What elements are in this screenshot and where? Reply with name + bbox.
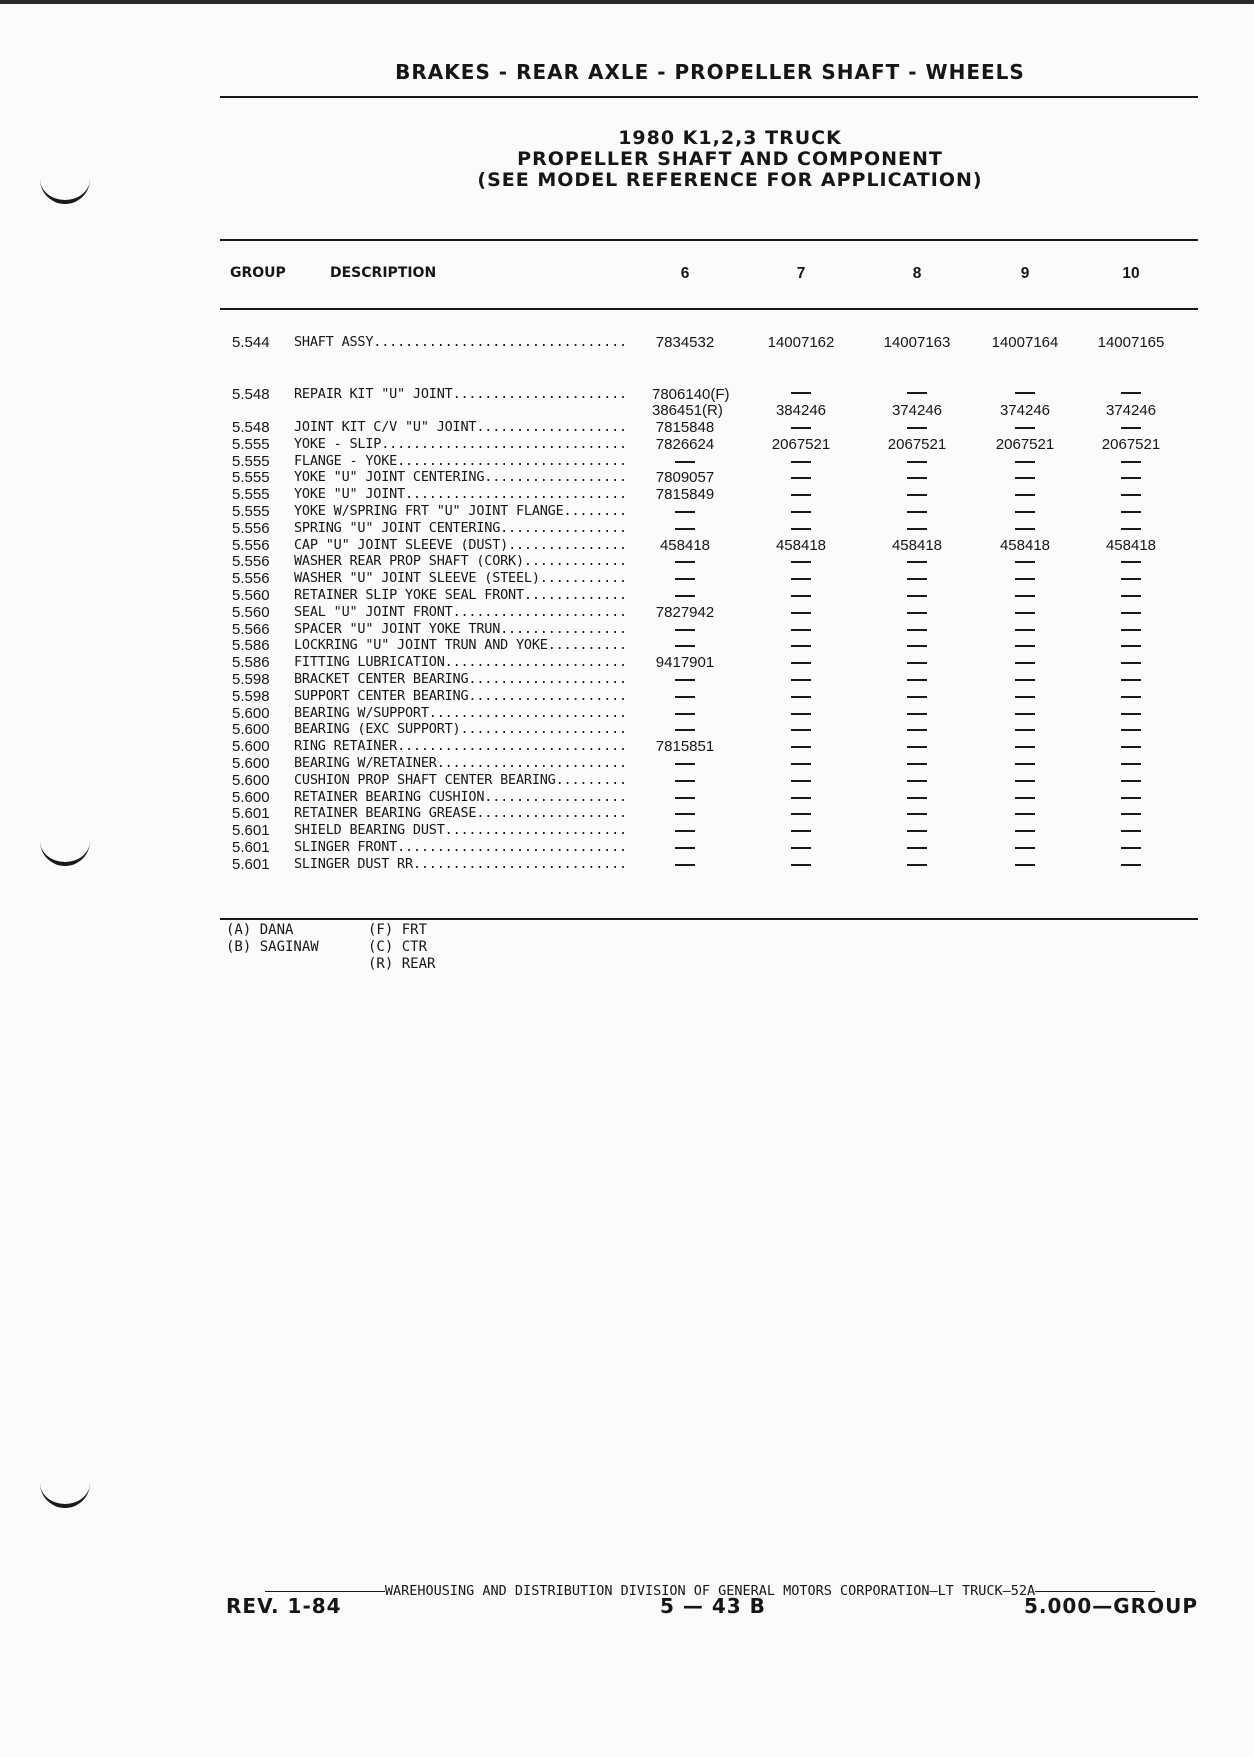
row-value-10: 374246 (1105, 402, 1157, 419)
row-dash-9 (970, 789, 1080, 806)
row-dash-6 (630, 705, 740, 722)
row-group: 5.601 (232, 855, 270, 873)
row-dash-9 (970, 705, 1080, 722)
table-row (0, 604, 1254, 621)
row-dash-7 (746, 721, 856, 738)
note-dana: (A) DANA (226, 922, 294, 938)
row-group: 5.555 (232, 503, 270, 520)
row-group: 5.548 (232, 419, 270, 436)
col-header-description: DESCRIPTION (330, 265, 437, 281)
row-dash-7 (746, 822, 856, 839)
row-dash-7 (746, 587, 856, 604)
table-row (0, 654, 1254, 671)
row-dash-7 (746, 419, 856, 436)
notes-right (368, 922, 435, 973)
row-group: 5.556 (232, 519, 270, 537)
table-header-rule (220, 308, 1198, 310)
row-value-6: 7815851 (655, 738, 715, 756)
row-dash-7 (746, 856, 856, 873)
row-dash-6 (630, 789, 740, 806)
row-dash-8 (862, 469, 972, 486)
table-row-shaft-assy (0, 334, 1254, 351)
table-row (0, 436, 1254, 453)
table-row (0, 419, 1254, 436)
row-dash-10 (1076, 738, 1186, 755)
row-dash-8 (862, 621, 972, 638)
row-dash-6 (630, 587, 740, 604)
row-description: SUPPORT CENTER BEARING ..... (294, 688, 626, 705)
row-dash-9 (970, 772, 1080, 789)
row-dash-9 (970, 587, 1080, 604)
row-dash-6 (630, 453, 740, 470)
row-description: YOKE "U" JOINT CENTERING ..... (294, 469, 626, 486)
row-dash-10 (1076, 520, 1186, 537)
row-dash-7 (746, 738, 856, 755)
row-value-6: 9417901 (655, 654, 715, 672)
row-group: 5.556 (232, 553, 270, 571)
row-dash-7 (746, 570, 856, 587)
row-dash-10 (1076, 772, 1186, 789)
row-description: BEARING (EXC SUPPORT) ..... (294, 721, 626, 738)
note-front: (F) FRT (368, 922, 428, 938)
col-header-6: 6 (680, 265, 690, 282)
row-dash-9 (970, 805, 1080, 822)
row-group: 5.600 (232, 738, 270, 756)
note-center: (C) CTR (368, 939, 428, 955)
row-dash-7 (746, 772, 856, 789)
row-dash-8 (862, 570, 972, 587)
row-dash-10 (1076, 856, 1186, 873)
row-value-9: 14007164 (991, 334, 1059, 351)
row-dash-9 (970, 621, 1080, 638)
row-description: RETAINER BEARING CUSHION ..... (294, 789, 626, 806)
row-dash-6 (630, 772, 740, 789)
row-dash-8 (862, 384, 972, 401)
row-description: REPAIR KIT "U" JOINT ..... (294, 386, 626, 403)
table-row (0, 705, 1254, 722)
row-dash-7 (746, 805, 856, 822)
row-dash-8 (862, 486, 972, 503)
table-row (0, 537, 1254, 554)
row-group: 5.556 (232, 536, 270, 554)
row-description: SLINGER DUST RR ..... (294, 856, 626, 873)
table-row (0, 738, 1254, 755)
row-value-10: 14007165 (1097, 334, 1165, 351)
row-dash-10 (1076, 621, 1186, 638)
row-description: SEAL "U" JOINT FRONT ..... (294, 604, 626, 621)
row-dash-9 (970, 503, 1080, 520)
row-description: WASHER "U" JOINT SLEEVE (STEEL) ..... (294, 570, 626, 587)
row-group: 5.600 (232, 721, 270, 739)
row-value-8: 458418 (891, 536, 943, 554)
col-header-10: 10 (1122, 265, 1140, 282)
row-description: CUSHION PROP SHAFT CENTER BEARING ..... (294, 772, 626, 789)
table-row (0, 755, 1254, 772)
row-group: 5.586 (232, 654, 270, 672)
row-description: SPACER "U" JOINT YOKE TRUN ..... (294, 621, 626, 638)
table-row (0, 520, 1254, 537)
row-dash-9 (970, 856, 1080, 873)
row-dash-7 (746, 503, 856, 520)
table-row (0, 587, 1254, 604)
binder-hole (40, 1478, 90, 1508)
row-dash-8 (862, 604, 972, 621)
table-bottom-rule (220, 918, 1198, 920)
col-header-9: 9 (1020, 265, 1030, 282)
row-dash-8 (862, 419, 972, 436)
row-group: 5.600 (232, 755, 270, 772)
row-dash-9 (970, 688, 1080, 705)
row-dash-7 (746, 553, 856, 570)
row-dash-7 (746, 604, 856, 621)
row-value-8: 14007163 (883, 334, 951, 351)
row-dash-10 (1076, 503, 1186, 520)
row-value-7: 458418 (775, 536, 827, 554)
row-description: CAP "U" JOINT SLEEVE (DUST) ..... (294, 537, 626, 554)
row-group: 5.566 (232, 620, 270, 638)
table-row (0, 621, 1254, 638)
row-group: 5.544 (232, 334, 270, 351)
row-dash-7 (746, 637, 856, 654)
title-line-1: 1980 K1,2,3 TRUCK (618, 127, 842, 149)
col-header-7: 7 (796, 265, 806, 282)
row-value-7: 384246 (775, 402, 827, 419)
table-row (0, 688, 1254, 705)
row-dash-8 (862, 453, 972, 470)
row-dash-6 (630, 503, 740, 520)
row-dash-6 (630, 637, 740, 654)
table-row (0, 772, 1254, 789)
row-dash-10 (1076, 604, 1186, 621)
row-group: 5.586 (232, 637, 270, 655)
row-group: 5.600 (232, 704, 270, 722)
row-group: 5.598 (232, 687, 270, 705)
row-dash-8 (862, 705, 972, 722)
notes-left (226, 922, 319, 956)
row-description: BEARING W/SUPPORT ..... (294, 705, 626, 722)
row-group: 5.555 (232, 469, 270, 487)
row-value-6: 7826624 (655, 435, 715, 453)
row-dash-6 (630, 805, 740, 822)
row-dash-7 (746, 486, 856, 503)
row-dash-7 (746, 384, 856, 401)
row-dash-10 (1076, 839, 1186, 856)
table-row (0, 570, 1254, 587)
page-header-title: BRAKES - REAR AXLE - PROPELLER SHAFT - WHEELS (395, 60, 1025, 84)
row-dash-10 (1076, 789, 1186, 806)
row-dash-8 (862, 654, 972, 671)
table-row (0, 671, 1254, 688)
table-row (0, 486, 1254, 503)
table-row (0, 839, 1254, 856)
row-dash-7 (746, 654, 856, 671)
row-group: 5.555 (232, 435, 270, 453)
row-dash-7 (746, 621, 856, 638)
row-group: 5.601 (232, 805, 270, 823)
row-value-10: 2067521 (1101, 435, 1161, 453)
row-dash-10 (1076, 654, 1186, 671)
table-row (0, 469, 1254, 486)
row-dash-7 (746, 688, 856, 705)
row-value-6: 7815848 (655, 419, 715, 436)
row-value-7: 14007162 (767, 334, 835, 351)
row-description: SLINGER FRONT ..... (294, 839, 626, 856)
row-value-9: 2067521 (995, 435, 1055, 453)
row-dash-8 (862, 856, 972, 873)
row-dash-7 (746, 705, 856, 722)
table-row-repair-kit (0, 386, 1254, 403)
row-group: 5.548 (232, 386, 270, 403)
row-dash-10 (1076, 469, 1186, 486)
row-dash-8 (862, 738, 972, 755)
row-value-9: 458418 (999, 536, 1051, 554)
row-value-7: 2067521 (771, 435, 831, 453)
row-group: 5.556 (232, 570, 270, 588)
row-dash-6 (630, 721, 740, 738)
table-row (0, 805, 1254, 822)
row-dash-9 (970, 822, 1080, 839)
row-description: JOINT KIT C/V "U" JOINT ..... (294, 419, 626, 436)
row-group: 5.555 (232, 486, 270, 504)
row-dash-8 (862, 520, 972, 537)
row-group: 5.600 (232, 788, 270, 806)
row-group: 5.555 (232, 452, 270, 470)
row-description: SPRING "U" JOINT CENTERING ..... (294, 520, 626, 537)
row-description: RETAINER BEARING GREASE ..... (294, 805, 626, 822)
row-dash-6 (630, 856, 740, 873)
row-description: BRACKET CENTER BEARING ..... (294, 671, 626, 688)
row-value-6: 7809057 (655, 469, 715, 487)
row-dash-10 (1076, 822, 1186, 839)
row-value-6: 7834532 (655, 334, 715, 351)
top-edge-line (0, 0, 1254, 4)
row-dash-8 (862, 839, 972, 856)
row-value-6: 458418 (659, 536, 711, 554)
row-dash-7 (746, 789, 856, 806)
title-line-2: PROPELLER SHAFT AND COMPONENT (517, 148, 943, 170)
row-value-8: 2067521 (887, 435, 947, 453)
row-dash-8 (862, 805, 972, 822)
row-dash-9 (970, 755, 1080, 772)
footer-revision: REV. 1-84 (226, 1594, 342, 1618)
col-header-group: GROUP (230, 265, 286, 281)
row-dash-9 (970, 553, 1080, 570)
note-rear: (R) REAR (368, 956, 436, 972)
row-dash-10 (1076, 587, 1186, 604)
row-value-10: 458418 (1105, 536, 1157, 554)
row-description: SHIELD BEARING DUST ..... (294, 822, 626, 839)
row-dash-10 (1076, 671, 1186, 688)
row-group: 5.560 (232, 603, 270, 621)
row-description: FITTING LUBRICATION ..... (294, 654, 626, 671)
row-description: FLANGE - YOKE ..... (294, 453, 626, 470)
row-group: 5.598 (232, 671, 270, 688)
row-dash-9 (970, 486, 1080, 503)
row-dash-8 (862, 721, 972, 738)
row-description: RING RETAINER ..... (294, 738, 626, 755)
row-dash-6 (630, 671, 740, 688)
row-description: WASHER REAR PROP SHAFT (CORK) ..... (294, 553, 626, 570)
row-dash-8 (862, 755, 972, 772)
row-dash-7 (746, 839, 856, 856)
row-value-6: 7815849 (655, 486, 715, 504)
row-dash-8 (862, 671, 972, 688)
row-dash-9 (970, 738, 1080, 755)
row-dash-7 (746, 671, 856, 688)
row-dash-9 (970, 384, 1080, 401)
row-group: 5.600 (232, 771, 270, 789)
row-dash-6 (630, 822, 740, 839)
title-block (430, 128, 1030, 191)
row-value-6-front: 7806140(F) (652, 386, 730, 403)
row-description: YOKE - SLIP ..... (294, 436, 626, 453)
row-dash-10 (1076, 486, 1186, 503)
table-row (0, 503, 1254, 520)
row-dash-9 (970, 671, 1080, 688)
row-dash-9 (970, 721, 1080, 738)
header-rule (220, 96, 1198, 98)
row-dash-8 (862, 822, 972, 839)
row-dash-9 (970, 469, 1080, 486)
row-dash-8 (862, 587, 972, 604)
col-header-8: 8 (912, 265, 922, 282)
row-dash-9 (970, 453, 1080, 470)
row-dash-8 (862, 688, 972, 705)
note-saginaw: (B) SAGINAW (226, 939, 319, 955)
row-dash-7 (746, 755, 856, 772)
row-dash-6 (630, 520, 740, 537)
row-dash-9 (970, 419, 1080, 436)
row-dash-9 (970, 604, 1080, 621)
row-value-6-rear: 386451(R) (652, 402, 723, 419)
table-row (0, 822, 1254, 839)
row-dash-8 (862, 789, 972, 806)
row-dash-10 (1076, 637, 1186, 654)
row-dash-10 (1076, 570, 1186, 587)
table-row (0, 453, 1254, 470)
row-dash-10 (1076, 453, 1186, 470)
row-dash-10 (1076, 384, 1186, 401)
row-description: RETAINER SLIP YOKE SEAL FRONT ..... (294, 587, 626, 604)
row-dash-6 (630, 755, 740, 772)
table-row (0, 553, 1254, 570)
row-dash-8 (862, 772, 972, 789)
row-dash-7 (746, 520, 856, 537)
row-dash-9 (970, 570, 1080, 587)
binder-hole (40, 174, 90, 204)
footer-page-number: 5 — 43 B (660, 1594, 766, 1618)
table-row (0, 789, 1254, 806)
table-row (0, 856, 1254, 873)
footer-publisher-text: WAREHOUSING AND DISTRIBUTION DIVISION OF GENERAL MOTORS CORPORATION—LT TRUCK—52A (384, 1583, 1036, 1599)
row-value-9: 374246 (999, 402, 1051, 419)
row-dash-10 (1076, 705, 1186, 722)
row-group: 5.560 (232, 587, 270, 604)
row-dash-9 (970, 637, 1080, 654)
row-dash-6 (630, 553, 740, 570)
row-description: YOKE "U" JOINT ..... (294, 486, 626, 503)
row-dash-6 (630, 839, 740, 856)
row-dash-6 (630, 621, 740, 638)
row-dash-9 (970, 520, 1080, 537)
row-description: YOKE W/SPRING FRT "U" JOINT FLANGE ..... (294, 503, 626, 520)
row-dash-10 (1076, 553, 1186, 570)
title-line-3: (SEE MODEL REFERENCE FOR APPLICATION) (477, 169, 983, 191)
table-row (0, 721, 1254, 738)
row-dash-10 (1076, 688, 1186, 705)
row-dash-9 (970, 654, 1080, 671)
table-top-rule (220, 239, 1198, 241)
row-group: 5.601 (232, 822, 270, 840)
row-dash-8 (862, 553, 972, 570)
row-dash-8 (862, 503, 972, 520)
row-description: LOCKRING "U" JOINT TRUN AND YOKE ..... (294, 637, 626, 654)
row-description: SHAFT ASSY ..... (294, 334, 626, 351)
row-dash-8 (862, 637, 972, 654)
row-dash-10 (1076, 755, 1186, 772)
row-dash-9 (970, 839, 1080, 856)
row-dash-6 (630, 570, 740, 587)
row-description: BEARING W/RETAINER ..... (294, 755, 626, 772)
footer-group: 5.000—GROUP (1024, 1594, 1198, 1618)
row-dash-7 (746, 453, 856, 470)
row-group: 5.601 (232, 839, 270, 856)
row-dash-10 (1076, 805, 1186, 822)
table-row-repair-kit-rear (0, 402, 1254, 419)
row-dash-10 (1076, 721, 1186, 738)
row-value-8: 374246 (891, 402, 943, 419)
row-dash-10 (1076, 419, 1186, 436)
row-value-6: 7827942 (655, 603, 715, 621)
row-dash-7 (746, 469, 856, 486)
table-row (0, 637, 1254, 654)
row-dash-6 (630, 688, 740, 705)
